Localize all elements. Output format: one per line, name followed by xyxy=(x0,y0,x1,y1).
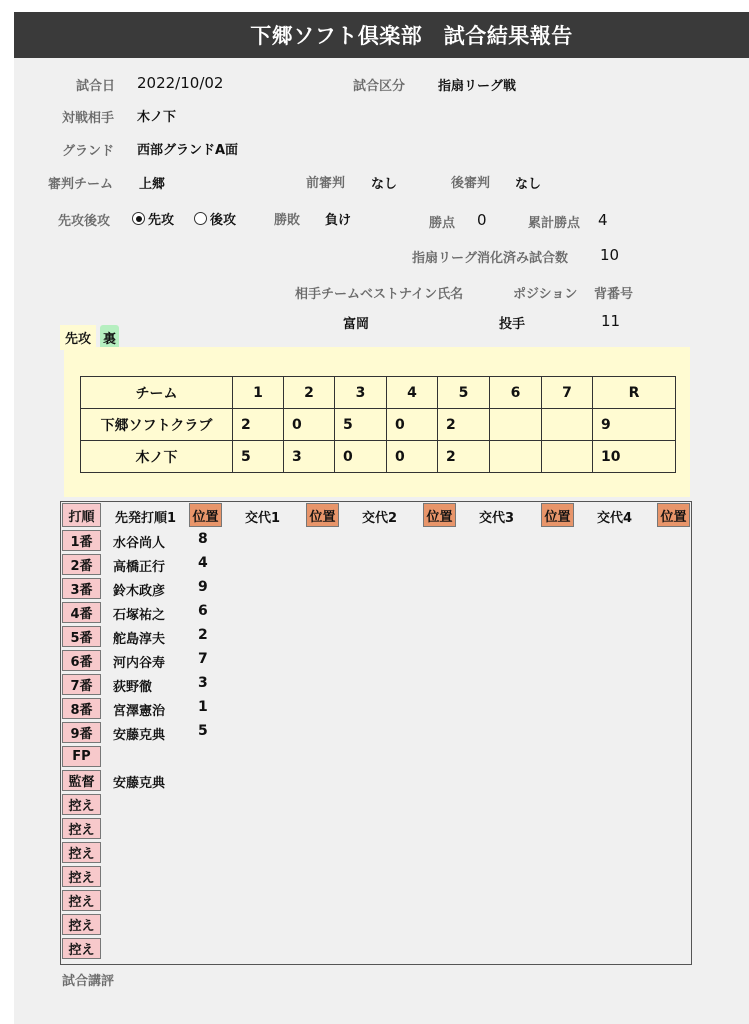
total-runs[interactable]: 10 xyxy=(593,441,676,473)
tab-second[interactable]: 裏 xyxy=(100,325,119,350)
best-nine-position[interactable]: 投手 xyxy=(499,317,526,332)
batting-order-slot: 監督 xyxy=(62,770,101,791)
total-points-value[interactable]: 4 xyxy=(598,211,608,229)
header-inning-3: 3 xyxy=(335,377,387,409)
sub-header-3: 交代3 xyxy=(479,511,515,526)
batting-order-slot: 控え xyxy=(62,890,101,911)
batting-order-slot: 控え xyxy=(62,818,101,839)
category-value[interactable]: 指扇リーグ戦 xyxy=(438,79,517,94)
position-header-1: 位置 xyxy=(189,503,222,527)
inning-score[interactable]: 2 xyxy=(438,441,490,473)
radio-selected-icon xyxy=(132,212,145,225)
category-label: 試合区分 xyxy=(353,79,406,94)
order-second-radio[interactable]: 後攻 xyxy=(194,209,236,228)
sub-header-1: 交代1 xyxy=(245,511,281,526)
header-runs: R xyxy=(593,377,676,409)
date-label: 試合日 xyxy=(76,79,116,94)
scoreboard-panel xyxy=(64,347,690,497)
position-header-5: 位置 xyxy=(657,503,690,527)
player-name[interactable]: 水谷尚人 xyxy=(113,536,166,551)
front-umpire-value[interactable]: なし xyxy=(371,177,398,192)
player-position[interactable]: 1 xyxy=(198,699,208,715)
team-name: 下郷ソフトクラブ xyxy=(81,409,233,441)
batting-order-slot: 控え xyxy=(62,794,101,815)
header-inning-1: 1 xyxy=(233,377,284,409)
starting-header: 先発打順1 xyxy=(115,511,177,526)
rear-umpire-value[interactable]: なし xyxy=(515,177,542,192)
umpire-team-label: 審判チーム xyxy=(48,177,114,192)
scoreboard-row-away xyxy=(81,441,676,473)
player-position[interactable]: 8 xyxy=(198,531,208,547)
inning-score[interactable]: 0 xyxy=(335,441,387,473)
front-umpire-label: 前審判 xyxy=(306,176,346,191)
batting-order-slot: 4番 xyxy=(62,602,101,623)
batting-order-slot: 控え xyxy=(62,938,101,959)
scoreboard-table xyxy=(80,376,676,473)
review-label: 試合講評 xyxy=(62,974,115,989)
inning-score[interactable] xyxy=(490,441,542,473)
points-label: 勝点 xyxy=(429,216,456,231)
batting-order-slot: 控え xyxy=(62,866,101,887)
player-position[interactable]: 5 xyxy=(198,723,208,739)
batting-order-slot: 6番 xyxy=(62,650,101,671)
position-header-2: 位置 xyxy=(306,503,339,527)
position-header-4: 位置 xyxy=(541,503,574,527)
batting-order-slot: 2番 xyxy=(62,554,101,575)
date-value[interactable]: 2022/10/02 xyxy=(137,74,224,92)
title-bar xyxy=(14,12,749,58)
player-position[interactable]: 9 xyxy=(198,579,208,595)
header-inning-7: 7 xyxy=(542,377,593,409)
games-played-label: 指扇リーグ消化済み試合数 xyxy=(412,251,569,266)
batting-order-slot: 控え xyxy=(62,914,101,935)
inning-score[interactable] xyxy=(542,409,593,441)
player-name[interactable]: 舵島淳夫 xyxy=(113,632,166,647)
player-name[interactable]: 安藤克典 xyxy=(113,776,166,791)
total-runs[interactable]: 9 xyxy=(593,409,676,441)
position-label: ポジション xyxy=(513,287,578,302)
ground-value[interactable]: 西部グランドA面 xyxy=(137,143,239,158)
player-position[interactable]: 6 xyxy=(198,603,208,619)
scoreboard-row-home xyxy=(81,409,676,441)
umpire-team-value[interactable]: 上郷 xyxy=(139,177,166,192)
total-points-label: 累計勝点 xyxy=(528,216,581,231)
tab-first[interactable]: 先攻 xyxy=(60,325,96,350)
inning-score[interactable]: 3 xyxy=(284,441,335,473)
batting-order-slot: 9番 xyxy=(62,722,101,743)
inning-score[interactable]: 0 xyxy=(284,409,335,441)
header-inning-5: 5 xyxy=(438,377,490,409)
inning-score[interactable]: 0 xyxy=(387,441,438,473)
batting-order-slot: 1番 xyxy=(62,530,101,551)
lineup-panel xyxy=(60,501,692,965)
player-position[interactable]: 3 xyxy=(198,675,208,691)
sub-header-4: 交代4 xyxy=(597,511,633,526)
rear-umpire-label: 後審判 xyxy=(451,176,491,191)
ground-label: グランド xyxy=(62,144,115,159)
batting-order-slot: 8番 xyxy=(62,698,101,719)
order-label: 先攻後攻 xyxy=(58,214,111,229)
inning-score[interactable] xyxy=(542,441,593,473)
result-value[interactable]: 負け xyxy=(325,213,352,228)
inning-score[interactable]: 5 xyxy=(233,441,284,473)
order-header: 打順 xyxy=(62,503,101,527)
header-inning-4: 4 xyxy=(387,377,438,409)
opponent-label: 対戦相手 xyxy=(62,111,115,126)
player-name[interactable]: 鈴木政彦 xyxy=(113,584,166,599)
inning-score[interactable]: 2 xyxy=(438,409,490,441)
radio-unselected-icon xyxy=(194,212,207,225)
team-name: 木ノ下 xyxy=(81,441,233,473)
batting-order-slot: FP xyxy=(62,746,101,767)
player-name[interactable]: 高橋正行 xyxy=(113,560,166,575)
games-played-value[interactable]: 10 xyxy=(600,246,620,264)
position-header-3: 位置 xyxy=(423,503,456,527)
batting-order-slot: 控え xyxy=(62,842,101,863)
best-nine-label: 相手チームベストナイン氏名 xyxy=(295,287,464,302)
player-position[interactable]: 2 xyxy=(198,627,208,643)
page-title: 下郷ソフト倶楽部 試合結果報告 xyxy=(250,24,573,48)
result-label: 勝敗 xyxy=(274,213,301,228)
player-name[interactable]: 石塚祐之 xyxy=(113,608,166,623)
inning-score[interactable]: 2 xyxy=(233,409,284,441)
order-first-radio[interactable]: 先攻 xyxy=(132,209,174,228)
player-name[interactable]: 河内谷寿 xyxy=(113,656,166,671)
player-name[interactable]: 荻野徹 xyxy=(113,680,153,695)
player-name[interactable]: 安藤克典 xyxy=(113,728,166,743)
report-page xyxy=(14,12,749,1024)
player-name[interactable]: 宮澤憲治 xyxy=(113,704,166,719)
batting-order-slot: 5番 xyxy=(62,626,101,647)
inning-score[interactable] xyxy=(490,409,542,441)
best-nine-name[interactable]: 富岡 xyxy=(343,317,370,332)
opponent-value[interactable]: 木ノ下 xyxy=(137,110,177,125)
header-inning-2: 2 xyxy=(284,377,335,409)
player-position[interactable]: 4 xyxy=(198,555,208,571)
batting-order-slot: 7番 xyxy=(62,674,101,695)
sub-header-2: 交代2 xyxy=(362,511,398,526)
header-inning-6: 6 xyxy=(490,377,542,409)
scoreboard-header-row xyxy=(81,377,676,409)
batting-order-slot: 3番 xyxy=(62,578,101,599)
inning-score[interactable]: 5 xyxy=(335,409,387,441)
player-position[interactable]: 7 xyxy=(198,651,208,667)
best-nine-number[interactable]: 11 xyxy=(601,312,621,330)
number-label: 背番号 xyxy=(594,287,634,302)
points-value[interactable]: 0 xyxy=(477,211,487,229)
inning-score[interactable]: 0 xyxy=(387,409,438,441)
header-team: チーム xyxy=(81,377,233,409)
